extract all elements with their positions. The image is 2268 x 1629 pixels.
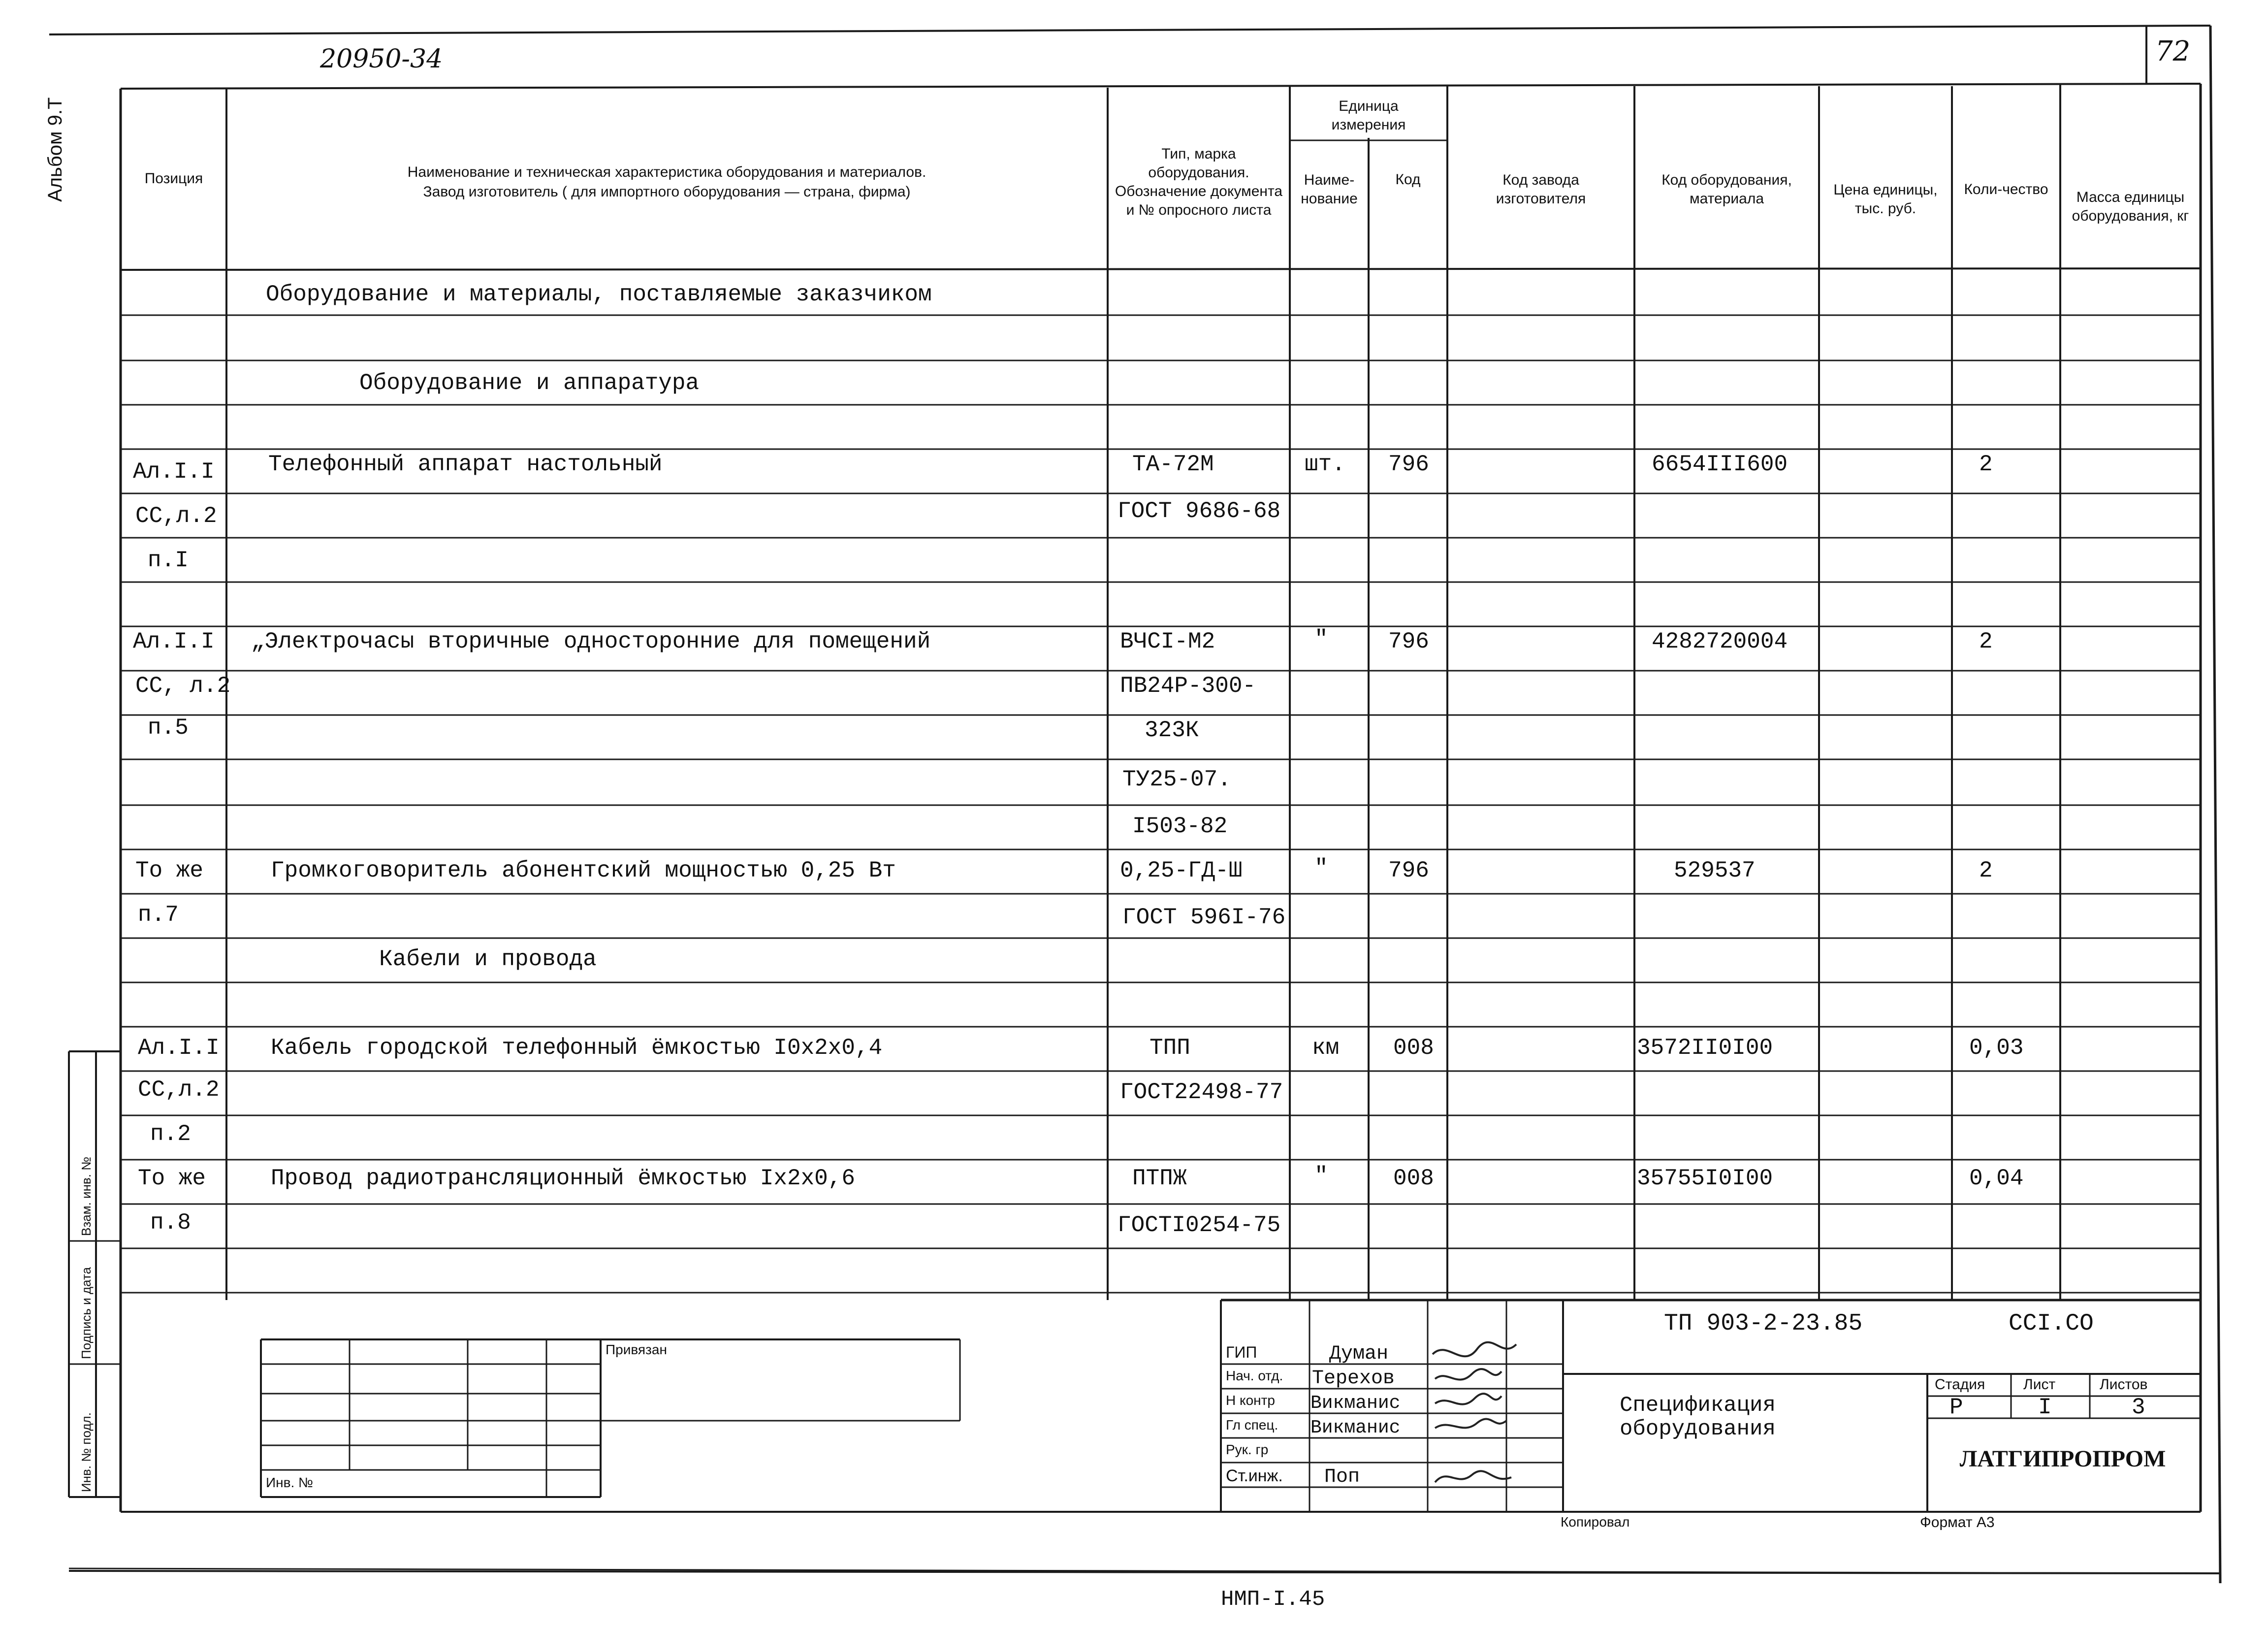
stamp-role: Ст.инж. [1226, 1466, 1283, 1485]
item-type: ТА-72М [1132, 452, 1214, 477]
stamp-role: Рук. гр [1226, 1442, 1269, 1457]
header-unit-group: Единица измерения [1331, 98, 1406, 133]
header-unit-name: Наиме-нование [1301, 172, 1358, 207]
item-type: ПВ24Р-300- [1120, 673, 1256, 699]
stamp-name: Думан [1329, 1343, 1389, 1365]
item-code: 796 [1388, 629, 1429, 654]
item-type: ГОСТ22498-77 [1120, 1079, 1283, 1105]
item-type: ВЧСI-М2 [1120, 629, 1215, 654]
stamp-sheets: 3 [2132, 1395, 2145, 1420]
item-equip-code: 35755I0I00 [1637, 1166, 1773, 1191]
item-name: Телефонный аппарат настольный [268, 452, 663, 477]
header-price: Цена единицы, тыс. руб. [1833, 182, 1938, 217]
section-cables: Кабели и провода [379, 946, 597, 972]
stamp-name: Поп [1324, 1466, 1360, 1488]
item-pos: п.8 [150, 1210, 191, 1236]
side-label-inv: Инв. № подл. [79, 1412, 94, 1492]
stamp-sheets-label: Листов [2100, 1376, 2148, 1393]
item-pos: Ал.I.I [133, 629, 215, 654]
item-unit: км [1312, 1035, 1340, 1061]
item-unit: " [1314, 855, 1328, 881]
side-label-sign: Подпись и дата [79, 1267, 94, 1359]
item-code: 796 [1388, 858, 1429, 883]
section-equipment: Оборудование и аппаратура [359, 370, 700, 396]
stamp-role: Гл спец. [1226, 1417, 1278, 1433]
stamp-name: Викманис [1310, 1393, 1401, 1414]
stamp-role: Нач. отд. [1226, 1368, 1283, 1383]
header-name-line2: Завод изготовитель ( для импортного оборудования — страна, фирма) [423, 184, 911, 200]
item-unit: " [1314, 1163, 1328, 1189]
item-code: 796 [1388, 452, 1429, 477]
format-label: Формат А3 [1920, 1514, 1995, 1531]
stamp-sheet: I [2038, 1395, 2052, 1420]
item-code: 008 [1393, 1166, 1434, 1191]
item-qty: 2 [1979, 858, 1993, 883]
side-label-replace: Взам. инв. № [79, 1156, 94, 1236]
item-pos: п.I [148, 548, 189, 573]
item-type: ГОСТ 9686-68 [1118, 498, 1281, 524]
header-factory-code: Код завода изготовителя [1496, 172, 1586, 207]
item-equip-code: 6654III600 [1652, 452, 1788, 477]
stamp-role: ГИП [1226, 1343, 1257, 1361]
signatures [1428, 1330, 1526, 1492]
copied-label: Копировал [1561, 1514, 1630, 1530]
item-type: I503-82 [1132, 814, 1228, 839]
item-type: ПТПЖ [1132, 1166, 1187, 1191]
stamp-org: ЛАТГИПРОПРОМ [1959, 1446, 2166, 1472]
item-pos: п.2 [150, 1121, 191, 1147]
header-name [227, 163, 1106, 202]
item-name: Громкоговоритель абонентский мощностью 0,25 Вт [271, 858, 896, 883]
item-pos: п.7 [138, 902, 179, 928]
doc-ref: 20950-34 [320, 44, 443, 74]
stamp-stage-label: Стадия [1935, 1376, 1985, 1393]
header-unit-code: Код [1395, 171, 1421, 188]
item-name: Провод радиотрансляционный ёмкостью Iх2х0,6 [271, 1166, 855, 1191]
item-pos: Ал.I.I [133, 459, 215, 485]
item-pos: п.5 [148, 715, 189, 741]
item-name: „Электрочасы вторичные односторонние для помещений [251, 629, 931, 654]
stamp-sheet-code: ССI.СО [2009, 1310, 2094, 1337]
item-unit: шт. [1305, 452, 1345, 477]
item-equip-code: 529537 [1674, 858, 1756, 883]
item-name: Кабель городской телефонный ёмкостью I0х2х0,4 [271, 1035, 883, 1061]
item-qty: 0,04 [1969, 1166, 2024, 1191]
header-position: Позиция [144, 170, 203, 187]
stamp-name: Терехов [1312, 1368, 1395, 1390]
item-pos: То же [135, 858, 204, 883]
stamp-stage: Р [1949, 1395, 1963, 1420]
item-unit: " [1314, 626, 1328, 652]
item-pos: СС, л.2 [135, 673, 231, 699]
item-type: 323К [1145, 717, 1199, 743]
item-type: ГОСТI0254-75 [1118, 1212, 1281, 1238]
item-type: ГОСТ 596I-76 [1122, 905, 1286, 930]
stamp-project: ТП 903-2-23.85 [1664, 1310, 1863, 1337]
item-type: 0,25-ГД-Ш [1120, 858, 1243, 883]
stamp-title: Спецификация оборудования [1620, 1393, 1776, 1441]
privyazan-label: Привязан [606, 1342, 667, 1357]
item-pos: То же [138, 1166, 206, 1191]
item-qty: 0,03 [1969, 1035, 2024, 1061]
item-pos: СС,л.2 [135, 503, 217, 529]
page-number: 72 [2155, 35, 2191, 67]
header-type: Тип, марка оборудования. Обозначение документа и № опросного листа [1115, 146, 1283, 218]
header-qty: Коли-чество [1964, 181, 2048, 197]
item-type: ТПП [1150, 1035, 1190, 1061]
item-pos: Ал.I.I [138, 1035, 220, 1061]
item-qty: 2 [1979, 452, 1993, 477]
header-mass: Масса единицы оборудования, кг [2072, 189, 2189, 224]
section-main: Оборудование и материалы, поставляемые заказчиком [266, 282, 932, 307]
item-qty: 2 [1979, 629, 1993, 654]
footer-code: НМП-I.45 [1221, 1587, 1325, 1612]
album-label: Альбом 9.Т [44, 97, 66, 202]
item-pos: СС,л.2 [138, 1077, 220, 1103]
inv-no-label: Инв. № [266, 1475, 314, 1490]
stamp-name: Викманис [1310, 1417, 1401, 1438]
item-type: ТУ25-07. [1122, 767, 1231, 792]
stamp-role: Н контр [1226, 1393, 1275, 1408]
item-code: 008 [1393, 1035, 1434, 1061]
stamp-sheet-label: Лист [2023, 1376, 2056, 1393]
item-equip-code: 3572II0I00 [1637, 1035, 1773, 1061]
item-equip-code: 4282720004 [1652, 629, 1788, 654]
header-name-line1: Наименование и техническая характеристика оборудования и материалов. [407, 164, 926, 180]
header-equip-code: Код оборудования, материала [1661, 172, 1792, 207]
